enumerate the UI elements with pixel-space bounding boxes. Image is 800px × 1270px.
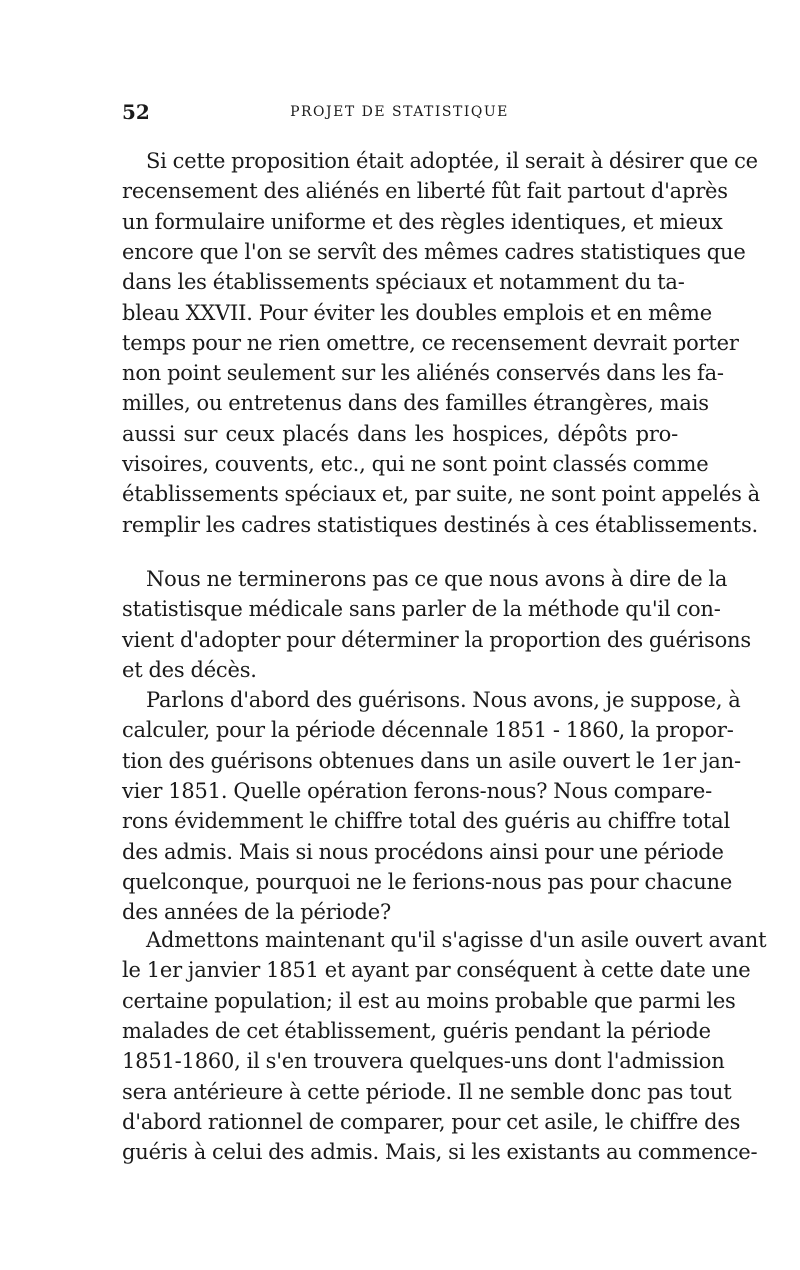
- text-line: Si cette proposition était adoptée, il serait à désirer que ce: [146, 149, 758, 173]
- text-line: des admis. Mais si nous procédons ainsi pour une période: [122, 839, 724, 864]
- text-line: Admettons maintenant qu'il s'agisse d'un asile ouvert avant: [146, 928, 767, 952]
- text-line: certaine population; il est au moins probable que parmi les: [122, 988, 736, 1013]
- text-line: remplir les cadres statistiques destinés à ces établissements.: [122, 512, 759, 537]
- text-line: d'abord rationnel de comparer, pour cet asile, le chiffre des: [122, 1109, 741, 1134]
- text-line: Parlons d'abord des guérisons. Nous avons, je suppose, à: [146, 688, 741, 712]
- text-line: vient d'adopter pour déterminer la proportion des guérisons: [122, 627, 751, 652]
- text-line: guéris à celui des admis. Mais, si les existants au commence-: [122, 1140, 758, 1165]
- text-line: rons évidemment le chiffre total des guéris au chiffre total: [122, 809, 730, 834]
- text-line: aussi sur ceux placés dans les hospices, dépôts pro-: [122, 421, 678, 446]
- text-line: recensement des aliénés en liberté fût fait partout d'après: [122, 179, 728, 204]
- text-line: calculer, pour la période décennale 1851 - 1860, la propor-: [122, 718, 734, 743]
- text-line: visoires, couvents, etc., qui ne sont point classés comme: [122, 452, 709, 476]
- text-line: bleau XXVII. Pour éviter les doubles emplois et en même: [122, 300, 712, 325]
- text-line: temps pour ne rien omettre, ce recensement devrait porter: [122, 330, 739, 355]
- page-header: [122, 100, 677, 130]
- text-line: Nous ne terminerons pas ce que nous avons à dire de la: [146, 567, 728, 591]
- text-line: non point seulement sur les aliénés conservés dans les fa-: [122, 361, 724, 386]
- text-line: un formulaire uniforme et des règles identiques, et mieux: [122, 209, 723, 234]
- text-line: vier 1851. Quelle opération ferons-nous? Nous compare-: [122, 778, 713, 803]
- text-line: quelconque, pourquoi ne le ferions-nous pas pour chacune: [122, 869, 733, 894]
- text-line: établissements spéciaux et, par suite, ne sont point appelés à: [122, 482, 760, 507]
- text-line: sera antérieure à cette période. Il ne semble donc pas tout: [122, 1079, 732, 1104]
- running-title: PROJET DE STATISTIQUE: [290, 104, 509, 120]
- text-line: 1851-1860, il s'en trouvera quelques-uns dont l'admission: [122, 1049, 725, 1074]
- text-line: tion des guérisons obtenues dans un asile ouvert le 1er jan-: [122, 748, 741, 773]
- text-line: et des décès.: [122, 657, 257, 682]
- text-line: malades de cet établissement, guéris pendant la période: [122, 1018, 711, 1043]
- text-line: des années de la période?: [122, 900, 392, 925]
- text-line: le 1er janvier 1851 et ayant par conséquent à cette date une: [122, 958, 751, 983]
- text-line: dans les établissements spéciaux et notamment du ta-: [122, 270, 685, 295]
- text-line: statistisque médicale sans parler de la méthode qu'il con-: [122, 597, 721, 622]
- text-line: encore que l'on se servît des mêmes cadres statistiques que: [122, 239, 746, 264]
- text-line: milles, ou entretenus dans des familles étrangères, mais: [122, 391, 709, 416]
- page-number: 52: [122, 100, 150, 124]
